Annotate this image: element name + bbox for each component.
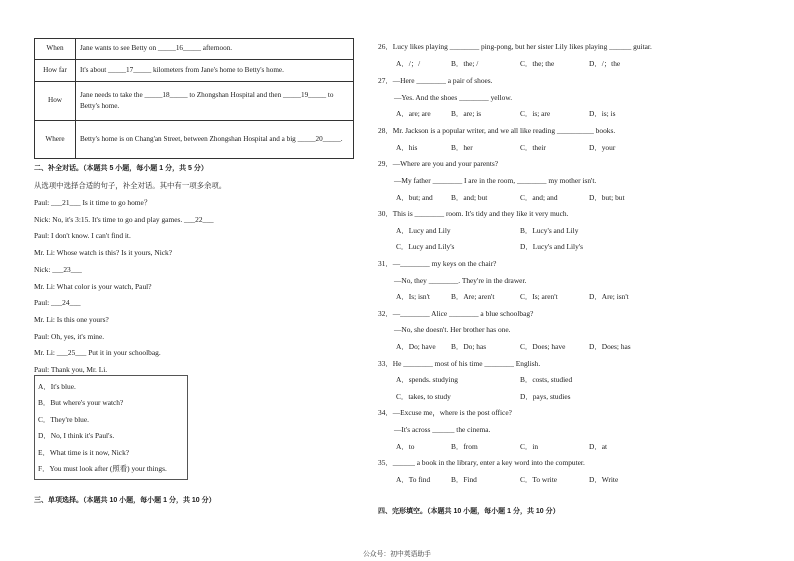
option: C．Lucy and Lily's [396, 242, 455, 251]
question-34: 34．—Excuse me，where is the post office? [378, 408, 512, 417]
table-row [35, 60, 354, 82]
option: C．is; are [520, 109, 551, 118]
section-2-title: 二、补全对话。（本题共 5 小题，每小题 1 分，共 5 分） [34, 165, 208, 172]
question-32: 32．—________ Alice ________ a blue schoolbag? [378, 309, 534, 318]
dialogue-line: Mr. Li: What color is your watch, Paul? [34, 282, 152, 291]
option: A．spends. studying [396, 375, 459, 384]
question-26: 26．Lucy likes playing ________ ping-pong, but her sister Lily likes playing ______ guitar. [378, 42, 652, 51]
table-value: Jane wants to see Betty on _____16_____ afternoon. [76, 39, 354, 60]
option: B．Find [451, 475, 477, 484]
option: B．are; is [451, 109, 482, 118]
question-31-line2: —No, they ________. They're in the drawer. [394, 276, 527, 285]
option: D．Lucy's and Lily's [520, 242, 584, 251]
option-item: E．What time is it now, Nick? [38, 448, 130, 457]
option: D．Write [589, 475, 619, 484]
table-key: Where [35, 121, 76, 159]
dialogue-line: Paul: I don't know. I can't find it. [34, 231, 131, 240]
option-item: F．You must look after (照看) your things. [38, 464, 167, 473]
option: C．in [520, 442, 539, 451]
dialogue-line: Paul: ___24___ [34, 298, 81, 307]
option: B．Are; aren't [451, 292, 495, 301]
option: C．To write [520, 475, 558, 484]
table-value: Betty's home is on Chang'an Street, between Zhongshan Hospital and a big _____20_____. [76, 121, 354, 159]
question-33: 33．He ________ most of his time ________ English. [378, 359, 541, 368]
option-item: D．No, I think it's Paul's. [38, 431, 115, 440]
option: D．is; is [589, 109, 616, 118]
section-2-instruction: 从选项中选择合适的句子，补全对话。其中有一项多余项。 [34, 181, 227, 190]
option: B．the; / [451, 59, 479, 68]
footer-text: 公众号：初中英语助手 [363, 551, 431, 558]
table-key: How far [35, 60, 76, 82]
question-27: 27．—Here ________ a pair of shoes. [378, 76, 493, 85]
option: D．/；the [589, 59, 621, 68]
option: A．Is; isn't [396, 292, 430, 301]
option: D．pays, studies [520, 392, 571, 401]
option: D．but; but [589, 193, 625, 202]
option: B．from [451, 442, 478, 451]
table-row [35, 82, 354, 121]
option: A．/；/ [396, 59, 421, 68]
option: B．her [451, 143, 473, 152]
question-27-line2: —Yes. And the shoes ________ yellow. [394, 93, 513, 102]
option: A．to [396, 442, 415, 451]
option: A．Do; have [396, 342, 436, 351]
question-35: 35．______ a book in the library, enter a key word into the computer. [378, 458, 585, 467]
table-key: When [35, 39, 76, 60]
option: A．but; and [396, 193, 433, 202]
dialogue-line: Nick: ___23___ [34, 265, 82, 274]
option: A．his [396, 143, 418, 152]
question-31: 31．—________ my keys on the chair? [378, 259, 497, 268]
dialogue-line: Paul: Oh, yes, it's mine. [34, 332, 105, 341]
question-29-line2: —My father ________ I are in the room, ________ my mother isn't. [394, 176, 597, 185]
option: C．takes, to study [396, 392, 451, 401]
section-4-title: 四、完形填空。（本题共 10 小题，每小题 1 分，共 10 分） [378, 508, 560, 515]
option: A．Lucy and Lily [396, 226, 451, 235]
info-table [34, 38, 354, 159]
dialogue-line: Mr. Li: ___25___ Put it in your schoolbag. [34, 348, 161, 357]
option: D．Does; has [589, 342, 631, 351]
option: C．the; the [520, 59, 555, 68]
option: D．your [589, 143, 616, 152]
option: A．are; are [396, 109, 431, 118]
section-3-title: 三、单项选择。（本题共 10 小题，每小题 1 分，共 10 分） [34, 497, 216, 504]
option: B．Do; has [451, 342, 487, 351]
dialogue-line: Mr. Li: Is this one yours? [34, 315, 109, 324]
table-row [35, 39, 354, 60]
question-29: 29．—Where are you and your parents? [378, 159, 499, 168]
question-32-line2: —No, she doesn't. Her brother has one. [394, 325, 511, 334]
dialogue-line: Paul: ___21___ Is it time to go home？ [34, 198, 152, 207]
dialogue-line: Nick: No, it's 3:15. It's time to go and play games. ___22___ [34, 215, 214, 224]
table-value: Jane needs to take the _____18_____ to Zhongshan Hospital and then _____19_____ to Betty's home. [76, 82, 354, 121]
table-value: It's about _____17_____ kilometers from Jane's home to Betty's home. [76, 60, 354, 82]
table-row [35, 121, 354, 159]
dialogue-line: Mr. Li: Whose watch is this? Is it yours, Nick? [34, 248, 173, 257]
question-34-line2: —It's across ______ the cinema. [394, 425, 491, 434]
table-key: How [35, 82, 76, 121]
question-28: 28．Mr. Jackson is a popular writer, and we all like reading __________ books. [378, 126, 616, 135]
option-item: A．It's blue. [38, 382, 76, 391]
option: C．and; and [520, 193, 558, 202]
option: C．their [520, 143, 546, 152]
option: C．Is; aren't [520, 292, 558, 301]
option: A．To find [396, 475, 431, 484]
dialogue-line: Paul: Thank you, Mr. Li. [34, 365, 108, 374]
option: B．costs, studied [520, 375, 573, 384]
option-item: C．They're blue. [38, 415, 89, 424]
option: B．Lucy's and Lily [520, 226, 579, 235]
option: C．Does; have [520, 342, 566, 351]
option-item: B．But where's your watch? [38, 398, 124, 407]
option: B．and; but [451, 193, 488, 202]
option: D．Are; isn't [589, 292, 629, 301]
question-30: 30．This is ________ room. It's tidy and they like it very much. [378, 209, 569, 218]
option: D．at [589, 442, 608, 451]
